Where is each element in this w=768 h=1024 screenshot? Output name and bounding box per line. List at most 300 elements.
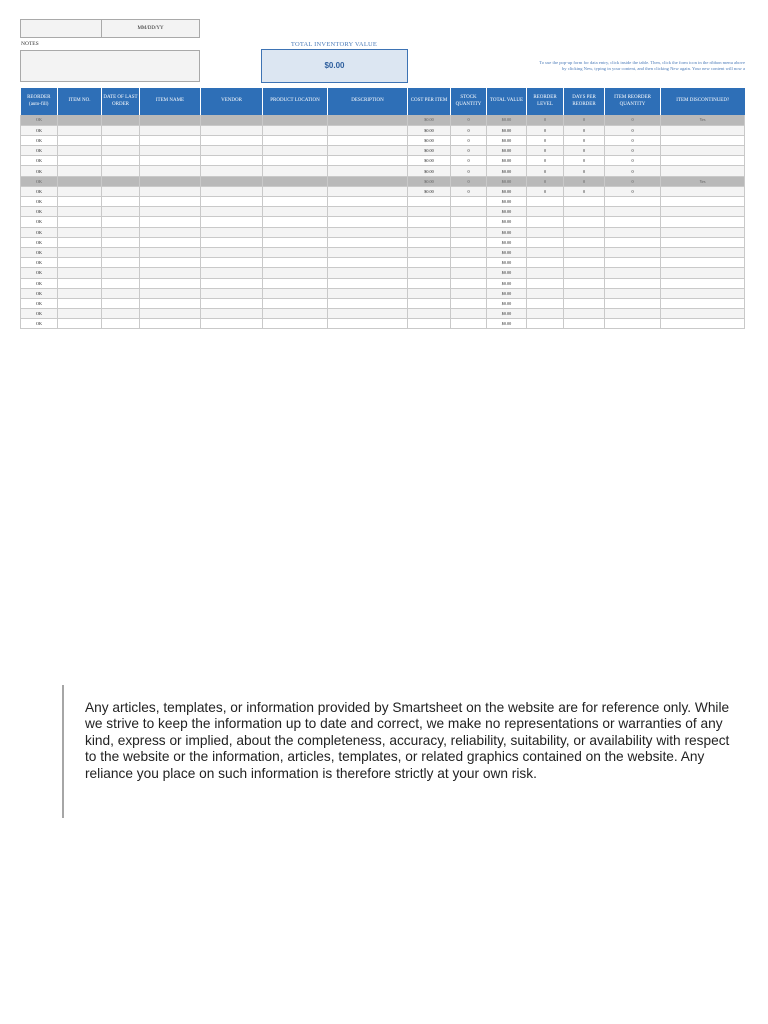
cell-stock-quantity[interactable]: 0 [451, 135, 487, 145]
cell-vendor[interactable] [201, 268, 263, 278]
cell-cost-per-item[interactable] [408, 207, 451, 217]
cell-item-no[interactable] [58, 309, 102, 319]
cell-days-per-reorder[interactable]: 0 [564, 115, 605, 125]
cell-stock-quantity[interactable] [451, 207, 487, 217]
cell-vendor[interactable] [201, 298, 263, 308]
cell-reorder[interactable]: OK [21, 125, 58, 135]
cell-item-reorder-quantity[interactable]: 0 [605, 166, 661, 176]
cell-days-per-reorder[interactable] [564, 298, 605, 308]
cell-item-reorder-quantity[interactable]: 0 [605, 156, 661, 166]
cell-item-no[interactable] [58, 237, 102, 247]
cell-description[interactable] [328, 298, 408, 308]
cell-reorder-level[interactable] [527, 197, 564, 207]
cell-item-name[interactable] [140, 135, 201, 145]
cell-description[interactable] [328, 319, 408, 329]
cell-vendor[interactable] [201, 146, 263, 156]
cell-total-value[interactable]: $0.00 [487, 156, 527, 166]
column-header-days-per-reorder[interactable]: DAYS PER REORDER [564, 88, 605, 115]
cell-cost-per-item[interactable] [408, 278, 451, 288]
cell-reorder-level[interactable]: 0 [527, 176, 564, 186]
cell-cost-per-item[interactable]: $0.00 [408, 176, 451, 186]
cell-product-location[interactable] [263, 207, 328, 217]
cell-description[interactable] [328, 217, 408, 227]
cell-item-discontinued[interactable] [661, 288, 745, 298]
cell-product-location[interactable] [263, 186, 328, 196]
cell-item-no[interactable] [58, 227, 102, 237]
cell-description[interactable] [328, 176, 408, 186]
cell-total-value[interactable]: $0.00 [487, 115, 527, 125]
cell-vendor[interactable] [201, 207, 263, 217]
cell-days-per-reorder[interactable]: 0 [564, 156, 605, 166]
cell-vendor[interactable] [201, 156, 263, 166]
cell-reorder[interactable]: OK [21, 258, 58, 268]
cell-days-per-reorder[interactable] [564, 258, 605, 268]
cell-reorder[interactable]: OK [21, 207, 58, 217]
cell-item-name[interactable] [140, 227, 201, 237]
cell-item-reorder-quantity[interactable] [605, 217, 661, 227]
cell-stock-quantity[interactable] [451, 268, 487, 278]
cell-reorder[interactable]: OK [21, 217, 58, 227]
cell-reorder-level[interactable] [527, 288, 564, 298]
cell-item-no[interactable] [58, 247, 102, 257]
cell-description[interactable] [328, 268, 408, 278]
cell-product-location[interactable] [263, 156, 328, 166]
cell-cost-per-item[interactable]: $0.00 [408, 186, 451, 196]
cell-item-reorder-quantity[interactable]: 0 [605, 135, 661, 145]
cell-item-discontinued[interactable] [661, 247, 745, 257]
column-header-description[interactable]: DESCRIPTION [328, 88, 408, 115]
cell-reorder-level[interactable] [527, 237, 564, 247]
column-header-item-no[interactable]: ITEM NO. [58, 88, 102, 115]
cell-reorder[interactable]: OK [21, 146, 58, 156]
cell-item-reorder-quantity[interactable] [605, 258, 661, 268]
cell-reorder-level[interactable] [527, 319, 564, 329]
cell-total-value[interactable]: $0.00 [487, 247, 527, 257]
cell-date-of-last-order[interactable] [102, 309, 140, 319]
cell-item-name[interactable] [140, 268, 201, 278]
cell-cost-per-item[interactable] [408, 309, 451, 319]
cell-total-value[interactable]: $0.00 [487, 176, 527, 186]
cell-total-value[interactable]: $0.00 [487, 146, 527, 156]
cell-item-name[interactable] [140, 217, 201, 227]
cell-item-name[interactable] [140, 288, 201, 298]
cell-date-of-last-order[interactable] [102, 217, 140, 227]
cell-reorder[interactable]: OK [21, 135, 58, 145]
cell-stock-quantity[interactable]: 0 [451, 166, 487, 176]
cell-days-per-reorder[interactable]: 0 [564, 166, 605, 176]
cell-description[interactable] [328, 186, 408, 196]
cell-stock-quantity[interactable]: 0 [451, 176, 487, 186]
cell-item-no[interactable] [58, 207, 102, 217]
cell-item-name[interactable] [140, 298, 201, 308]
cell-reorder[interactable]: OK [21, 186, 58, 196]
cell-item-no[interactable] [58, 166, 102, 176]
cell-date-of-last-order[interactable] [102, 156, 140, 166]
cell-reorder-level[interactable] [527, 217, 564, 227]
cell-item-reorder-quantity[interactable]: 0 [605, 146, 661, 156]
column-header-product-location[interactable]: PRODUCT LOCATION [263, 88, 328, 115]
cell-cost-per-item[interactable]: $0.00 [408, 156, 451, 166]
cell-item-no[interactable] [58, 135, 102, 145]
cell-days-per-reorder[interactable] [564, 227, 605, 237]
cell-cost-per-item[interactable] [408, 268, 451, 278]
cell-item-discontinued[interactable] [661, 217, 745, 227]
cell-stock-quantity[interactable] [451, 237, 487, 247]
cell-item-reorder-quantity[interactable] [605, 298, 661, 308]
cell-days-per-reorder[interactable] [564, 247, 605, 257]
cell-item-no[interactable] [58, 319, 102, 329]
cell-days-per-reorder[interactable] [564, 207, 605, 217]
cell-item-discontinued[interactable] [661, 319, 745, 329]
cell-date-of-last-order[interactable] [102, 197, 140, 207]
cell-item-name[interactable] [140, 278, 201, 288]
cell-reorder[interactable]: OK [21, 319, 58, 329]
cell-item-name[interactable] [140, 319, 201, 329]
cell-stock-quantity[interactable]: 0 [451, 186, 487, 196]
cell-cost-per-item[interactable] [408, 247, 451, 257]
cell-vendor[interactable] [201, 309, 263, 319]
cell-stock-quantity[interactable]: 0 [451, 115, 487, 125]
cell-product-location[interactable] [263, 227, 328, 237]
cell-description[interactable] [328, 146, 408, 156]
cell-stock-quantity[interactable] [451, 247, 487, 257]
cell-reorder-level[interactable]: 0 [527, 135, 564, 145]
cell-product-location[interactable] [263, 115, 328, 125]
cell-item-name[interactable] [140, 309, 201, 319]
cell-description[interactable] [328, 237, 408, 247]
cell-cost-per-item[interactable] [408, 288, 451, 298]
cell-date-of-last-order[interactable] [102, 247, 140, 257]
cell-days-per-reorder[interactable] [564, 288, 605, 298]
cell-vendor[interactable] [201, 135, 263, 145]
cell-product-location[interactable] [263, 247, 328, 257]
cell-item-discontinued[interactable] [661, 197, 745, 207]
notes-field[interactable] [20, 50, 200, 82]
cell-item-discontinued[interactable] [661, 278, 745, 288]
cell-vendor[interactable] [201, 278, 263, 288]
cell-date-of-last-order[interactable] [102, 278, 140, 288]
cell-cost-per-item[interactable] [408, 258, 451, 268]
cell-reorder-level[interactable]: 0 [527, 125, 564, 135]
cell-vendor[interactable] [201, 115, 263, 125]
cell-stock-quantity[interactable]: 0 [451, 125, 487, 135]
cell-reorder-level[interactable]: 0 [527, 146, 564, 156]
cell-date-of-last-order[interactable] [102, 319, 140, 329]
cell-item-reorder-quantity[interactable]: 0 [605, 186, 661, 196]
cell-total-value[interactable]: $0.00 [487, 125, 527, 135]
cell-total-value[interactable]: $0.00 [487, 309, 527, 319]
cell-item-name[interactable] [140, 197, 201, 207]
cell-product-location[interactable] [263, 319, 328, 329]
cell-total-value[interactable]: $0.00 [487, 258, 527, 268]
cell-vendor[interactable] [201, 176, 263, 186]
cell-description[interactable] [328, 125, 408, 135]
cell-date-of-last-order[interactable] [102, 227, 140, 237]
cell-reorder[interactable]: OK [21, 156, 58, 166]
cell-days-per-reorder[interactable] [564, 217, 605, 227]
cell-days-per-reorder[interactable] [564, 278, 605, 288]
cell-cost-per-item[interactable]: $0.00 [408, 146, 451, 156]
cell-total-value[interactable]: $0.00 [487, 319, 527, 329]
cell-reorder-level[interactable]: 0 [527, 115, 564, 125]
cell-item-name[interactable] [140, 237, 201, 247]
cell-item-name[interactable] [140, 146, 201, 156]
cell-item-no[interactable] [58, 258, 102, 268]
cell-item-reorder-quantity[interactable] [605, 268, 661, 278]
cell-item-discontinued[interactable] [661, 135, 745, 145]
cell-item-no[interactable] [58, 298, 102, 308]
cell-total-value[interactable]: $0.00 [487, 268, 527, 278]
cell-date-of-last-order[interactable] [102, 268, 140, 278]
cell-description[interactable] [328, 135, 408, 145]
cell-item-discontinued[interactable] [661, 309, 745, 319]
cell-stock-quantity[interactable] [451, 227, 487, 237]
cell-stock-quantity[interactable] [451, 197, 487, 207]
cell-item-discontinued[interactable] [661, 268, 745, 278]
cell-item-name[interactable] [140, 166, 201, 176]
cell-vendor[interactable] [201, 227, 263, 237]
cell-reorder[interactable]: OK [21, 298, 58, 308]
cell-item-reorder-quantity[interactable] [605, 207, 661, 217]
cell-item-name[interactable] [140, 207, 201, 217]
cell-reorder-level[interactable] [527, 298, 564, 308]
cell-product-location[interactable] [263, 125, 328, 135]
cell-item-discontinued[interactable] [661, 227, 745, 237]
cell-product-location[interactable] [263, 309, 328, 319]
cell-reorder-level[interactable]: 0 [527, 166, 564, 176]
cell-cost-per-item[interactable] [408, 217, 451, 227]
cell-item-discontinued[interactable] [661, 125, 745, 135]
cell-date-of-last-order[interactable] [102, 237, 140, 247]
cell-reorder[interactable]: OK [21, 237, 58, 247]
cell-item-discontinued[interactable] [661, 258, 745, 268]
cell-item-discontinued[interactable] [661, 237, 745, 247]
cell-stock-quantity[interactable]: 0 [451, 156, 487, 166]
cell-description[interactable] [328, 197, 408, 207]
cell-total-value[interactable]: $0.00 [487, 288, 527, 298]
cell-stock-quantity[interactable] [451, 278, 487, 288]
cell-reorder[interactable]: OK [21, 176, 58, 186]
cell-vendor[interactable] [201, 258, 263, 268]
cell-item-name[interactable] [140, 125, 201, 135]
cell-reorder[interactable]: OK [21, 268, 58, 278]
cell-item-no[interactable] [58, 217, 102, 227]
cell-date-of-last-order[interactable] [102, 298, 140, 308]
cell-product-location[interactable] [263, 288, 328, 298]
cell-stock-quantity[interactable] [451, 309, 487, 319]
cell-total-value[interactable]: $0.00 [487, 166, 527, 176]
cell-vendor[interactable] [201, 217, 263, 227]
cell-product-location[interactable] [263, 258, 328, 268]
date-field[interactable]: MM/DD/YY [102, 19, 200, 38]
cell-item-reorder-quantity[interactable] [605, 197, 661, 207]
cell-date-of-last-order[interactable] [102, 258, 140, 268]
cell-cost-per-item[interactable] [408, 227, 451, 237]
cell-reorder[interactable]: OK [21, 197, 58, 207]
cell-item-no[interactable] [58, 115, 102, 125]
cell-stock-quantity[interactable] [451, 217, 487, 227]
cell-item-reorder-quantity[interactable]: 0 [605, 115, 661, 125]
cell-item-no[interactable] [58, 288, 102, 298]
cell-date-of-last-order[interactable] [102, 207, 140, 217]
cell-cost-per-item[interactable]: $0.00 [408, 115, 451, 125]
cell-item-no[interactable] [58, 176, 102, 186]
column-header-item-reorder-quantity[interactable]: ITEM REORDER QUANTITY [605, 88, 661, 115]
cell-item-reorder-quantity[interactable] [605, 319, 661, 329]
cell-item-reorder-quantity[interactable]: 0 [605, 176, 661, 186]
cell-product-location[interactable] [263, 146, 328, 156]
column-header-stock-quantity[interactable]: STOCK QUANTITY [451, 88, 487, 115]
cell-vendor[interactable] [201, 247, 263, 257]
cell-vendor[interactable] [201, 186, 263, 196]
cell-item-reorder-quantity[interactable] [605, 227, 661, 237]
cell-stock-quantity[interactable] [451, 288, 487, 298]
cell-days-per-reorder[interactable] [564, 309, 605, 319]
cell-reorder-level[interactable] [527, 227, 564, 237]
cell-item-discontinued[interactable] [661, 298, 745, 308]
cell-description[interactable] [328, 309, 408, 319]
column-header-item-discontinued[interactable]: ITEM DISCONTINUED? [661, 88, 745, 115]
cell-item-reorder-quantity[interactable] [605, 247, 661, 257]
cell-cost-per-item[interactable] [408, 197, 451, 207]
cell-reorder[interactable]: OK [21, 278, 58, 288]
cell-date-of-last-order[interactable] [102, 166, 140, 176]
cell-item-name[interactable] [140, 247, 201, 257]
cell-item-no[interactable] [58, 268, 102, 278]
cell-item-name[interactable] [140, 258, 201, 268]
cell-vendor[interactable] [201, 288, 263, 298]
cell-item-no[interactable] [58, 197, 102, 207]
cell-description[interactable] [328, 247, 408, 257]
cell-cost-per-item[interactable]: $0.00 [408, 166, 451, 176]
cell-item-no[interactable] [58, 146, 102, 156]
cell-reorder[interactable]: OK [21, 309, 58, 319]
cell-vendor[interactable] [201, 166, 263, 176]
cell-description[interactable] [328, 278, 408, 288]
cell-reorder[interactable]: OK [21, 115, 58, 125]
cell-item-discontinued[interactable] [661, 166, 745, 176]
cell-reorder-level[interactable] [527, 207, 564, 217]
cell-days-per-reorder[interactable]: 0 [564, 176, 605, 186]
cell-vendor[interactable] [201, 125, 263, 135]
cell-date-of-last-order[interactable] [102, 135, 140, 145]
cell-stock-quantity[interactable] [451, 258, 487, 268]
cell-product-location[interactable] [263, 197, 328, 207]
cell-date-of-last-order[interactable] [102, 115, 140, 125]
cell-item-reorder-quantity[interactable] [605, 288, 661, 298]
cell-product-location[interactable] [263, 166, 328, 176]
cell-item-name[interactable] [140, 115, 201, 125]
company-name-field[interactable] [20, 19, 102, 38]
cell-stock-quantity[interactable] [451, 319, 487, 329]
cell-item-discontinued[interactable] [661, 156, 745, 166]
cell-item-discontinued[interactable] [661, 186, 745, 196]
cell-days-per-reorder[interactable]: 0 [564, 186, 605, 196]
cell-item-name[interactable] [140, 186, 201, 196]
cell-total-value[interactable]: $0.00 [487, 237, 527, 247]
cell-cost-per-item[interactable] [408, 237, 451, 247]
cell-item-name[interactable] [140, 176, 201, 186]
cell-reorder[interactable]: OK [21, 166, 58, 176]
cell-total-value[interactable]: $0.00 [487, 197, 527, 207]
cell-description[interactable] [328, 258, 408, 268]
cell-reorder-level[interactable]: 0 [527, 156, 564, 166]
cell-days-per-reorder[interactable] [564, 268, 605, 278]
column-header-cost-per-item[interactable]: COST PER ITEM [408, 88, 451, 115]
cell-total-value[interactable]: $0.00 [487, 186, 527, 196]
cell-reorder-level[interactable]: 0 [527, 186, 564, 196]
cell-reorder[interactable]: OK [21, 227, 58, 237]
cell-vendor[interactable] [201, 319, 263, 329]
cell-item-no[interactable] [58, 156, 102, 166]
cell-reorder-level[interactable] [527, 268, 564, 278]
cell-product-location[interactable] [263, 135, 328, 145]
column-header-date-of-last-order[interactable]: DATE OF LAST ORDER [102, 88, 140, 115]
cell-days-per-reorder[interactable]: 0 [564, 125, 605, 135]
cell-product-location[interactable] [263, 176, 328, 186]
cell-date-of-last-order[interactable] [102, 125, 140, 135]
cell-description[interactable] [328, 288, 408, 298]
cell-item-discontinued[interactable] [661, 207, 745, 217]
cell-reorder-level[interactable] [527, 247, 564, 257]
column-header-item-name[interactable]: ITEM NAME [140, 88, 201, 115]
cell-item-no[interactable] [58, 278, 102, 288]
cell-reorder-level[interactable] [527, 278, 564, 288]
cell-days-per-reorder[interactable] [564, 237, 605, 247]
cell-days-per-reorder[interactable] [564, 197, 605, 207]
cell-item-reorder-quantity[interactable] [605, 309, 661, 319]
cell-stock-quantity[interactable]: 0 [451, 146, 487, 156]
cell-cost-per-item[interactable] [408, 298, 451, 308]
cell-total-value[interactable]: $0.00 [487, 135, 527, 145]
cell-item-reorder-quantity[interactable]: 0 [605, 125, 661, 135]
cell-description[interactable] [328, 115, 408, 125]
cell-total-value[interactable]: $0.00 [487, 217, 527, 227]
cell-stock-quantity[interactable] [451, 298, 487, 308]
cell-cost-per-item[interactable]: $0.00 [408, 135, 451, 145]
cell-description[interactable] [328, 156, 408, 166]
cell-date-of-last-order[interactable] [102, 176, 140, 186]
cell-reorder[interactable]: OK [21, 288, 58, 298]
cell-item-no[interactable] [58, 125, 102, 135]
column-header-reorder[interactable]: REORDER (auto-fill) [21, 88, 58, 115]
cell-cost-per-item[interactable] [408, 319, 451, 329]
cell-description[interactable] [328, 166, 408, 176]
cell-date-of-last-order[interactable] [102, 288, 140, 298]
cell-vendor[interactable] [201, 197, 263, 207]
cell-total-value[interactable]: $0.00 [487, 298, 527, 308]
cell-product-location[interactable] [263, 217, 328, 227]
cell-reorder-level[interactable] [527, 309, 564, 319]
cell-description[interactable] [328, 227, 408, 237]
cell-days-per-reorder[interactable]: 0 [564, 146, 605, 156]
cell-product-location[interactable] [263, 298, 328, 308]
cell-item-discontinued[interactable]: Yes [661, 115, 745, 125]
cell-days-per-reorder[interactable] [564, 319, 605, 329]
cell-product-location[interactable] [263, 278, 328, 288]
column-header-reorder-level[interactable]: REORDER LEVEL [527, 88, 564, 115]
cell-item-discontinued[interactable]: Yes [661, 176, 745, 186]
cell-date-of-last-order[interactable] [102, 146, 140, 156]
cell-total-value[interactable]: $0.00 [487, 227, 527, 237]
cell-days-per-reorder[interactable]: 0 [564, 135, 605, 145]
column-header-vendor[interactable]: VENDOR [201, 88, 263, 115]
cell-item-discontinued[interactable] [661, 146, 745, 156]
cell-item-reorder-quantity[interactable] [605, 278, 661, 288]
cell-vendor[interactable] [201, 237, 263, 247]
cell-date-of-last-order[interactable] [102, 186, 140, 196]
cell-description[interactable] [328, 207, 408, 217]
